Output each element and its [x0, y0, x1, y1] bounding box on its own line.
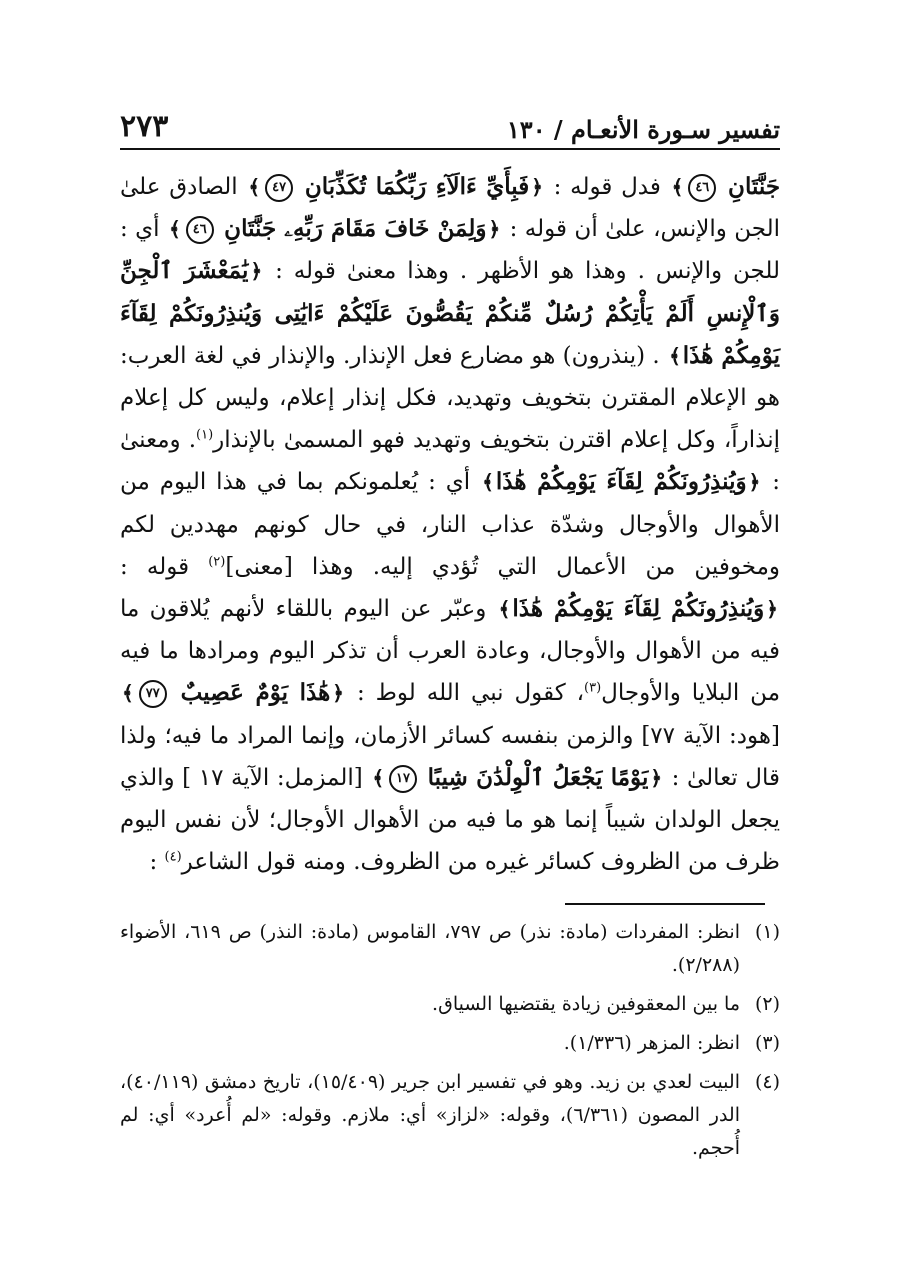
header-divider [120, 148, 780, 150]
ornate-bracket-open: ﴿ [531, 175, 543, 199]
running-title: تفسير سـورة الأنعـام / ١٣٠ [506, 115, 780, 144]
quran-verse: يَٰمَعْشَرَ ٱلْجِنِّ وَٱلْإِنسِ أَلَمْ يَأْتِكُمْ رُسُلٌ مِّنكُمْ يَقُصُّونَ عَلَيْكُمْ ءَايَٰتِى وَيُنذِرُونَكُمْ لِقَآءَ يَوْمِكُمْ هَٰذَا [120, 257, 780, 369]
ornate-bracket-close: ﴾ [498, 597, 511, 622]
ayah-number-icon: ٧٧ [139, 680, 167, 708]
footnote-item [120, 1066, 780, 1165]
quran-verse: فَبِأَيِّ ءَالَآءِ رَبِّكُمَا تُكَذِّبَانِ [304, 173, 530, 200]
quran-verse: وَيُنذِرُونَكُمْ لِقَآءَ يَوْمِكُمْ هَٰذَا [512, 595, 765, 623]
ayah-number-icon: ٤٦ [688, 174, 716, 202]
footnote-text: البيت لعدي بن زيد. وهو في تفسير ابن جرير (١٥/٤٠٩)، تاريخ دمشق (٤٠/١١٩)، الدر المصون (٦/٣٦١)، وقوله: «لزاز» أي: ملازم. وقوله: «لم أُعرد» أي: لم أُحجم. [120, 1071, 740, 1159]
footnote-ref[interactable]: (١) [196, 427, 214, 443]
quran-verse: وَيُنذِرُونَكُمْ لِقَآءَ يَوْمِكُمْ هَٰذَا [495, 468, 747, 496]
footnotes [120, 916, 780, 1171]
ornate-bracket-open: ﴿ [250, 259, 263, 284]
commentary-text: وعبّر عن اليوم باللقاء لأنهم يُلاقون ما فيه من الأهوال والأوجال، وعادة العرب أن تذكر اليوم ومرادها ما فيه من البلايا والأوجال [120, 596, 781, 707]
footnote-item [120, 1027, 780, 1060]
quran-verse: يَوْمًا يَجْعَلُ ٱلْوِلْدَٰنَ شِيبًا [427, 763, 649, 791]
main-text [120, 166, 780, 883]
ornate-bracket-close: ﴾ [169, 217, 181, 242]
commentary-text: : [149, 849, 158, 876]
running-header [120, 104, 780, 144]
commentary-text: وهذا هو الأظهر . وهذا معنىٰ قوله : [275, 258, 627, 285]
quran-verse: وَلِمَنْ خَافَ مَقَامَ رَبِّهِۦ جَنَّتَانِ [224, 215, 487, 243]
ornate-bracket-open: ﴿ [748, 470, 761, 495]
footnote-text: ما بين المعقوفين زيادة يقتضيها السياق. [432, 993, 740, 1015]
commentary-text: . (ينذرون) هو مضارع فعل الإنذار. والإنذار في لغة العرب: هو الإعلام المقترن بتخويف وتهديد، فكل إنذار إعلام، وليس كل إعلام إنذاراً، وكل إعلام اقترن بتخويف وتهديد فهو المسمىٰ بالإنذار [119, 342, 781, 454]
commentary-text: قوله : [120, 553, 190, 580]
ornate-bracket-close: ﴾ [669, 343, 681, 368]
ayah-number-icon: ١٧ [389, 765, 417, 793]
commentary-text: [المزمل: الآية ١٧ ] والذي يجعل الولدان شيباً إنما هو ما فيه من الأهوال الأوجال؛ لأن نفس اليوم ظرف من الظروف كسائر غيره من الظروف. ومنه قول الشاعر [120, 764, 780, 876]
ornate-bracket-close: ﴾ [671, 175, 684, 199]
page-number: ٢٧٣ [120, 109, 169, 144]
commentary-text: أي : للجن والإنس . [120, 216, 781, 285]
footnote-ref[interactable]: (٤) [164, 849, 182, 865]
footnote-item [120, 916, 780, 982]
footnote-text: انظر: المزهر (١/٣٣٦). [563, 1032, 740, 1054]
footnote-number: (٣) [754, 1032, 780, 1054]
ayah-number-icon: ٤٦ [186, 216, 214, 244]
ornate-bracket-close: ﴾ [248, 175, 261, 199]
quran-verse: جَنَّتَانِ [728, 173, 781, 200]
commentary-text: ، كقول نبي الله لوط : [356, 680, 585, 707]
ornate-bracket-close: ﴾ [122, 681, 134, 706]
footnote-ref[interactable]: (٢) [208, 554, 226, 570]
footnote-text: انظر: المفردات (مادة: نذر) ص ٧٩٧، القاموس (مادة: النذر) ص ٦١٩، الأضواء (٢/٢٨٨). [120, 921, 741, 976]
footnote-number: (٤) [754, 1071, 780, 1093]
ornate-bracket-open: ﴿ [488, 217, 501, 242]
commentary-text: الصادق علىٰ الجن [120, 174, 781, 243]
footnote-number: (٢) [754, 993, 780, 1015]
ornate-bracket-close: ﴾ [372, 765, 385, 790]
footnote-divider [565, 903, 765, 905]
commentary-text: . ومعنىٰ : [120, 427, 781, 496]
commentary-text: أي : يُعلمونكم بما في هذا اليوم من الأهوال والأوجال وشدّة عذاب النار، في حال كونهم مهددين لكم ومخوفين من الأعمال التي تُؤدي إليه. وهذا [معنى] [120, 469, 780, 580]
commentary-text: [هود: الآية ٧٧] والزمن بنفسه كسائر الأزمان، وإنما المراد ما فيه؛ ولذا قال تعالىٰ : [120, 722, 780, 791]
ornate-bracket-open: ﴿ [332, 681, 344, 706]
ornate-bracket-open: ﴿ [650, 765, 663, 790]
footnote-ref[interactable]: (٣) [584, 680, 602, 696]
commentary-text: والإنس، علىٰ أن قوله : [509, 216, 727, 243]
commentary-text: فدل قوله : [553, 174, 661, 200]
footnote-item [120, 988, 780, 1021]
ornate-bracket-close: ﴾ [482, 470, 494, 495]
ayah-number-icon: ٤٧ [265, 174, 293, 202]
quran-verse: هَٰذَا يَوْمٌ عَصِيبٌ [180, 679, 331, 707]
ornate-bracket-open: ﴿ [766, 597, 779, 622]
footnote-number: (١) [754, 921, 780, 943]
